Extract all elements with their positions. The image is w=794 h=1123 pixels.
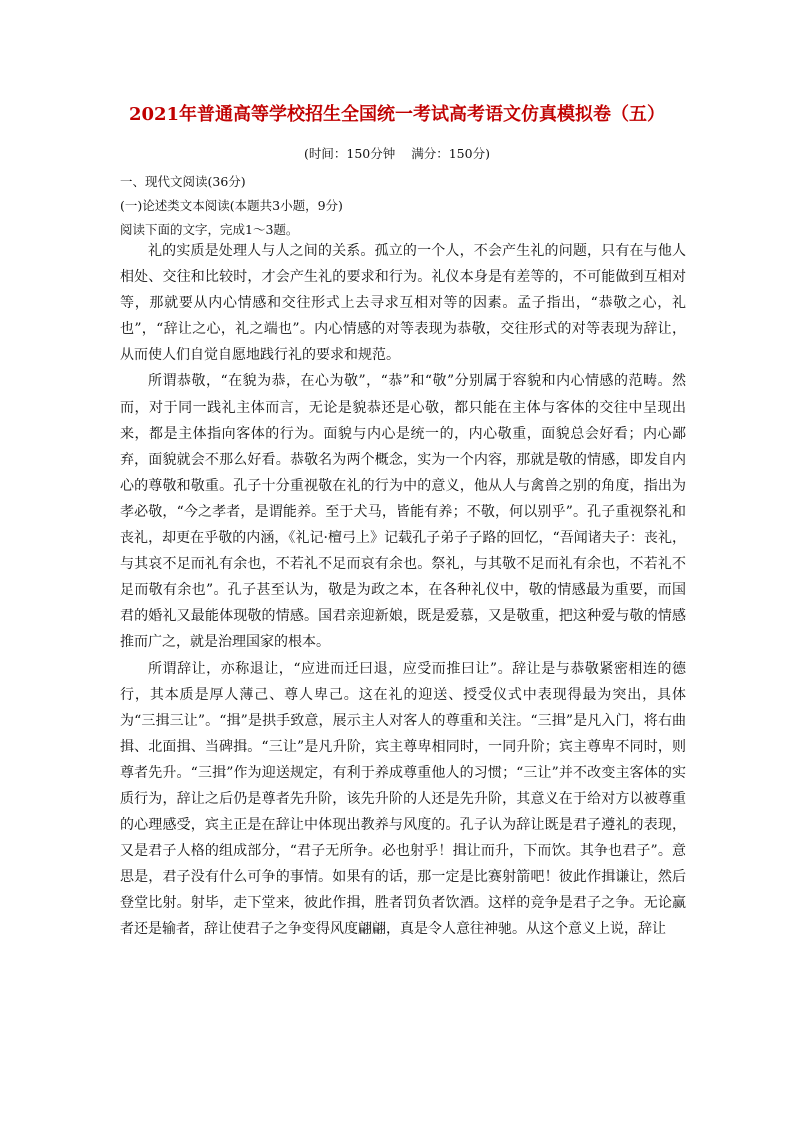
- time-limit: (时间：150分钟: [304, 146, 396, 161]
- passage-paragraph-2: 所谓恭敬，“在貌为恭，在心为敬”，“恭”和“敬”分别属于容貌和内心情感的范畴。然而，对于同一践礼主体而言，无论是貌恭还是心敬，都只能在主体与客体的交往中呈现出来，都是主体指向客体的行为。面貌与内心是统一的，内心敬重，面貌总会好看；内心鄙弃，面貌就会不那么好看。恭敬名为两个概念，实为一个内容，那就是敬的情感，即发自内心的尊敬和敬重。孔子十分重视敬在礼的行为中的意义，他从人与禽兽之别的角度，指出为孝必敬，“今之孝者，是谓能养。至于犬马，皆能有养；不敬，何以别乎”。孔子重视祭礼和丧礼，却更在乎敬的内涵，《礼记·檀弓上》记载孔子弟子子路的回忆，“吾闻诸夫子：丧礼，与其哀不足而礼有余也，不若礼不足而哀有余也。祭礼，与其敬不足而礼有余也，不若礼不足而敬有余也”。孔子甚至认为，敬是为政之本，在各种礼仪中，敬的情感最为重要，而国君的婚礼又最能体现敬的情感。国君亲迎新娘，既是爱慕，又是敬重，把这种爱与敬的情感推而广之，就是治理国家的根本。: [120, 373, 686, 651]
- exam-title: 2021年普通高等学校招生全国统一考试高考语文仿真模拟卷（五）: [128, 104, 666, 125]
- passage-paragraph-3: 所谓辞让，亦称退让，“应进而迁曰退，应受而推曰让”。辞让是与恭敬紧密相连的德行，其本质是厚人薄己、尊人卑己。这在礼的迎送、授受仪式中表现得最为突出，具体为“三揖三让”。“揖”是拱手致意，展示主人对客人的尊重和关注。“三揖”是凡入门，将右曲揖、北面揖、当碑揖。“三让”是凡升阶，宾主尊卑相同时，一同升阶；宾主尊卑不同时，则尊者先升。“三揖”作为迎送规定，有利于养成尊重他人的习惯；“三让”并不改变主客体的实质行为，辞让之后仍是尊者先升阶，该先升阶的人还是先升阶，其意义在于给对方以被尊重的心理感受，宾主正是在辞让中体现出教养与风度的。孔子认为辞让既是君子遵礼的表现，又是君子人格的组成部分，“君子无所争。必也射乎！揖让而升，下而饮。其争也君子”。意思是，君子没有什么可争的事情。如果有的话，那一定是比赛射箭吧！彼此作揖谦让，然后登堂比射。射毕，走下堂来，彼此作揖，胜者罚负者饮酒。这样的竞争是君子之争。无论赢者还是输者，辞让使君子之争变得风度翩翩，真是令人意往神驰。从这个意义上说，辞让: [120, 660, 686, 938]
- total-score: 满分：150分): [411, 146, 490, 161]
- section-subheading: (一)论述类文本阅读(本题共3小题，9分): [120, 198, 343, 213]
- exam-meta: [100, 144, 694, 164]
- section-heading: 一、现代文阅读(36分): [120, 174, 246, 189]
- reading-instruction: 阅读下面的文字，完成1～3题。: [120, 222, 299, 237]
- reading-passage: [120, 238, 686, 943]
- passage-paragraph-1: 礼的实质是处理人与人之间的关系。孤立的一个人，不会产生礼的问题，只有在与他人相处、交往和比较时，才会产生礼的要求和行为。礼仪本身是有差等的，不可能做到互相对等，那就要从内心情感和交往形式上去寻求互相对等的因素。孟子指出，“恭敬之心，礼也”，“辞让之心，礼之端也”。内心情感的对等表现为恭敬，交往形式的对等表现为辞让，从而使人们自觉自愿地践行礼的要求和规范。: [120, 243, 686, 364]
